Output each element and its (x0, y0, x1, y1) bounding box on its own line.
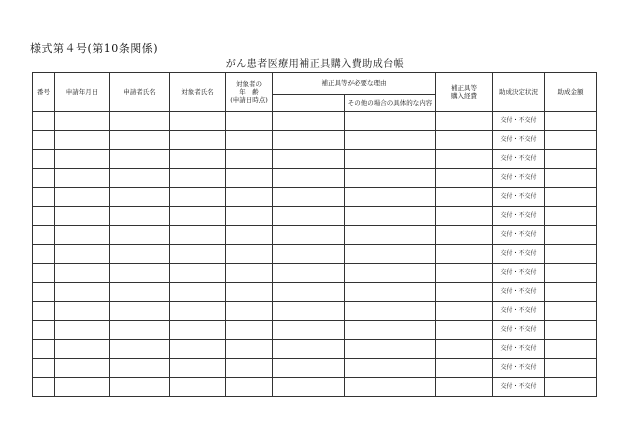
cell-grant-amount[interactable] (545, 112, 597, 131)
table-row (33, 359, 597, 378)
cell-reason-other[interactable] (345, 112, 436, 131)
cell-applicant-name[interactable] (110, 245, 170, 264)
table-row (33, 226, 597, 245)
cell-application-date[interactable] (55, 226, 110, 245)
cell-subject-age[interactable] (226, 378, 273, 397)
cell-decision-status: 交付・不交付 (493, 207, 545, 226)
cell-purchase-cost[interactable] (436, 188, 493, 207)
cell-purchase-cost[interactable] (436, 302, 493, 321)
cell-subject-age[interactable] (226, 150, 273, 169)
table-row (33, 150, 597, 169)
cell-reason-other[interactable] (345, 207, 436, 226)
cell-decision-status: 交付・不交付 (493, 226, 545, 245)
cell-subject-name[interactable] (170, 283, 226, 302)
form-number: 様式第４号(第10条関係) (30, 42, 159, 55)
cell-decision-status: 交付・不交付 (493, 283, 545, 302)
cell-subject-name[interactable] (170, 321, 226, 340)
cell-purchase-cost[interactable] (436, 245, 493, 264)
cell-applicant-name[interactable] (110, 131, 170, 150)
cell-number[interactable] (33, 207, 55, 226)
cell-reason-other[interactable] (345, 245, 436, 264)
table-row (33, 378, 597, 397)
cell-subject-age[interactable] (226, 359, 273, 378)
cell-applicant-name[interactable] (110, 207, 170, 226)
cell-grant-amount[interactable] (545, 245, 597, 264)
cell-application-date[interactable] (55, 340, 110, 359)
cell-reason[interactable] (273, 169, 345, 188)
cell-reason-other[interactable] (345, 302, 436, 321)
table-row (33, 131, 597, 150)
cell-purchase-cost[interactable] (436, 207, 493, 226)
subsidy-ledger-table (32, 72, 597, 397)
cell-reason-other[interactable] (345, 264, 436, 283)
header-purchase-cost (436, 73, 493, 112)
cell-reason-other[interactable] (345, 169, 436, 188)
cell-subject-name[interactable] (170, 112, 226, 131)
cell-reason-other[interactable] (345, 359, 436, 378)
cell-applicant-name[interactable] (110, 188, 170, 207)
header-grant-amount: 助成金額 (545, 73, 597, 112)
cell-number[interactable] (33, 264, 55, 283)
table-row (33, 321, 597, 340)
header-application-date: 申請年月日 (55, 73, 110, 112)
cell-grant-amount[interactable] (545, 378, 597, 397)
cell-subject-name[interactable] (170, 302, 226, 321)
cell-grant-amount[interactable] (545, 321, 597, 340)
cell-subject-age[interactable] (226, 283, 273, 302)
cell-subject-name[interactable] (170, 245, 226, 264)
cell-application-date[interactable] (55, 378, 110, 397)
cell-grant-amount[interactable] (545, 359, 597, 378)
header-number: 番号 (33, 73, 55, 112)
cell-application-date[interactable] (55, 302, 110, 321)
cell-reason[interactable] (273, 264, 345, 283)
cell-subject-age[interactable] (226, 264, 273, 283)
cell-subject-name[interactable] (170, 264, 226, 283)
header-reason-blank (273, 95, 345, 112)
cell-purchase-cost[interactable] (436, 169, 493, 188)
cell-number[interactable] (33, 150, 55, 169)
cell-decision-status: 交付・不交付 (493, 264, 545, 283)
cell-reason-other[interactable] (345, 340, 436, 359)
header-purchase-cost-line2: 購入経費 (451, 92, 477, 100)
cell-applicant-name[interactable] (110, 112, 170, 131)
ledger-body (33, 112, 597, 397)
header-subject-name: 対象者氏名 (170, 73, 226, 112)
table-row (33, 207, 597, 226)
cell-application-date[interactable] (55, 150, 110, 169)
cell-reason[interactable] (273, 112, 345, 131)
cell-number[interactable] (33, 340, 55, 359)
cell-reason-other[interactable] (345, 378, 436, 397)
table-row (33, 245, 597, 264)
cell-applicant-name[interactable] (110, 340, 170, 359)
cell-applicant-name[interactable] (110, 264, 170, 283)
cell-number[interactable] (33, 226, 55, 245)
cell-reason[interactable] (273, 188, 345, 207)
cell-decision-status: 交付・不交付 (493, 359, 545, 378)
cell-application-date[interactable] (55, 245, 110, 264)
cell-application-date[interactable] (55, 264, 110, 283)
cell-subject-name[interactable] (170, 340, 226, 359)
cell-decision-status: 交付・不交付 (493, 150, 545, 169)
cell-decision-status: 交付・不交付 (493, 169, 545, 188)
cell-grant-amount[interactable] (545, 264, 597, 283)
cell-number[interactable] (33, 188, 55, 207)
cell-reason[interactable] (273, 131, 345, 150)
cell-reason[interactable] (273, 302, 345, 321)
cell-subject-age[interactable] (226, 207, 273, 226)
cell-decision-status: 交付・不交付 (493, 321, 545, 340)
cell-applicant-name[interactable] (110, 302, 170, 321)
header-applicant-name: 申請者氏名 (110, 73, 170, 112)
cell-reason-other[interactable] (345, 283, 436, 302)
cell-subject-age[interactable] (226, 131, 273, 150)
cell-applicant-name[interactable] (110, 226, 170, 245)
table-row (33, 188, 597, 207)
cell-subject-age[interactable] (226, 226, 273, 245)
cell-application-date[interactable] (55, 131, 110, 150)
cell-subject-name[interactable] (170, 226, 226, 245)
cell-number[interactable] (33, 359, 55, 378)
cell-subject-age[interactable] (226, 302, 273, 321)
cell-subject-name[interactable] (170, 150, 226, 169)
cell-grant-amount[interactable] (545, 226, 597, 245)
cell-grant-amount[interactable] (545, 131, 597, 150)
cell-number[interactable] (33, 131, 55, 150)
cell-purchase-cost[interactable] (436, 150, 493, 169)
cell-number[interactable] (33, 302, 55, 321)
cell-reason[interactable] (273, 321, 345, 340)
cell-subject-age[interactable] (226, 112, 273, 131)
cell-application-date[interactable] (55, 188, 110, 207)
cell-grant-amount[interactable] (545, 150, 597, 169)
cell-applicant-name[interactable] (110, 283, 170, 302)
cell-number[interactable] (33, 378, 55, 397)
cell-purchase-cost[interactable] (436, 283, 493, 302)
cell-grant-amount[interactable] (545, 207, 597, 226)
cell-reason[interactable] (273, 207, 345, 226)
header-reason-other: その他の場合の具体的な内容 (345, 95, 436, 112)
cell-decision-status: 交付・不交付 (493, 131, 545, 150)
table-row (33, 302, 597, 321)
cell-reason[interactable] (273, 150, 345, 169)
cell-reason[interactable] (273, 359, 345, 378)
cell-subject-age[interactable] (226, 340, 273, 359)
cell-decision-status: 交付・不交付 (493, 245, 545, 264)
cell-purchase-cost[interactable] (436, 226, 493, 245)
cell-decision-status: 交付・不交付 (493, 340, 545, 359)
header-subject-age-line1: 対象者の (236, 79, 262, 88)
page-title: がん患者医療用補正具購入費助成台帳 (225, 59, 405, 70)
cell-application-date[interactable] (55, 283, 110, 302)
cell-decision-status: 交付・不交付 (493, 112, 545, 131)
header-decision-status: 助成決定状況 (493, 73, 545, 112)
cell-applicant-name[interactable] (110, 169, 170, 188)
cell-purchase-cost[interactable] (436, 321, 493, 340)
cell-application-date[interactable] (55, 321, 110, 340)
cell-grant-amount[interactable] (545, 283, 597, 302)
cell-purchase-cost[interactable] (436, 131, 493, 150)
cell-number[interactable] (33, 245, 55, 264)
cell-reason-other[interactable] (345, 321, 436, 340)
cell-applicant-name[interactable] (110, 359, 170, 378)
cell-purchase-cost[interactable] (436, 112, 493, 131)
cell-application-date[interactable] (55, 207, 110, 226)
cell-reason-other[interactable] (345, 131, 436, 150)
header-reason: 補正具等が必要な理由 (273, 73, 436, 95)
cell-application-date[interactable] (55, 169, 110, 188)
cell-decision-status: 交付・不交付 (493, 378, 545, 397)
cell-subject-age[interactable] (226, 188, 273, 207)
cell-decision-status: 交付・不交付 (493, 302, 545, 321)
table-row (33, 264, 597, 283)
cell-subject-name[interactable] (170, 359, 226, 378)
cell-subject-name[interactable] (170, 169, 226, 188)
cell-subject-name[interactable] (170, 131, 226, 150)
cell-reason[interactable] (273, 340, 345, 359)
cell-subject-name[interactable] (170, 207, 226, 226)
cell-purchase-cost[interactable] (436, 378, 493, 397)
cell-reason-other[interactable] (345, 188, 436, 207)
cell-subject-age[interactable] (226, 321, 273, 340)
cell-grant-amount[interactable] (545, 188, 597, 207)
cell-application-date[interactable] (55, 112, 110, 131)
cell-reason-other[interactable] (345, 226, 436, 245)
cell-applicant-name[interactable] (110, 321, 170, 340)
header-subject-age-line2: 年 齢 (239, 87, 259, 96)
table-row (33, 340, 597, 359)
cell-application-date[interactable] (55, 359, 110, 378)
cell-number[interactable] (33, 283, 55, 302)
table-row (33, 283, 597, 302)
cell-subject-name[interactable] (170, 378, 226, 397)
cell-applicant-name[interactable] (110, 378, 170, 397)
cell-subject-age[interactable] (226, 169, 273, 188)
cell-subject-name[interactable] (170, 188, 226, 207)
cell-grant-amount[interactable] (545, 340, 597, 359)
cell-purchase-cost[interactable] (436, 264, 493, 283)
cell-subject-age[interactable] (226, 245, 273, 264)
cell-purchase-cost[interactable] (436, 340, 493, 359)
cell-reason[interactable] (273, 378, 345, 397)
cell-reason-other[interactable] (345, 150, 436, 169)
cell-applicant-name[interactable] (110, 150, 170, 169)
header-subject-age (226, 73, 273, 112)
cell-reason[interactable] (273, 245, 345, 264)
table-row (33, 112, 597, 131)
cell-reason[interactable] (273, 283, 345, 302)
cell-purchase-cost[interactable] (436, 359, 493, 378)
cell-number[interactable] (33, 321, 55, 340)
cell-number[interactable] (33, 169, 55, 188)
cell-grant-amount[interactable] (545, 169, 597, 188)
cell-decision-status: 交付・不交付 (493, 188, 545, 207)
cell-grant-amount[interactable] (545, 302, 597, 321)
header-subject-age-line3: (申請日時点) (230, 96, 268, 105)
table-row (33, 169, 597, 188)
header-purchase-cost-line1: 補正具等 (451, 83, 477, 92)
cell-number[interactable] (33, 112, 55, 131)
cell-reason[interactable] (273, 226, 345, 245)
